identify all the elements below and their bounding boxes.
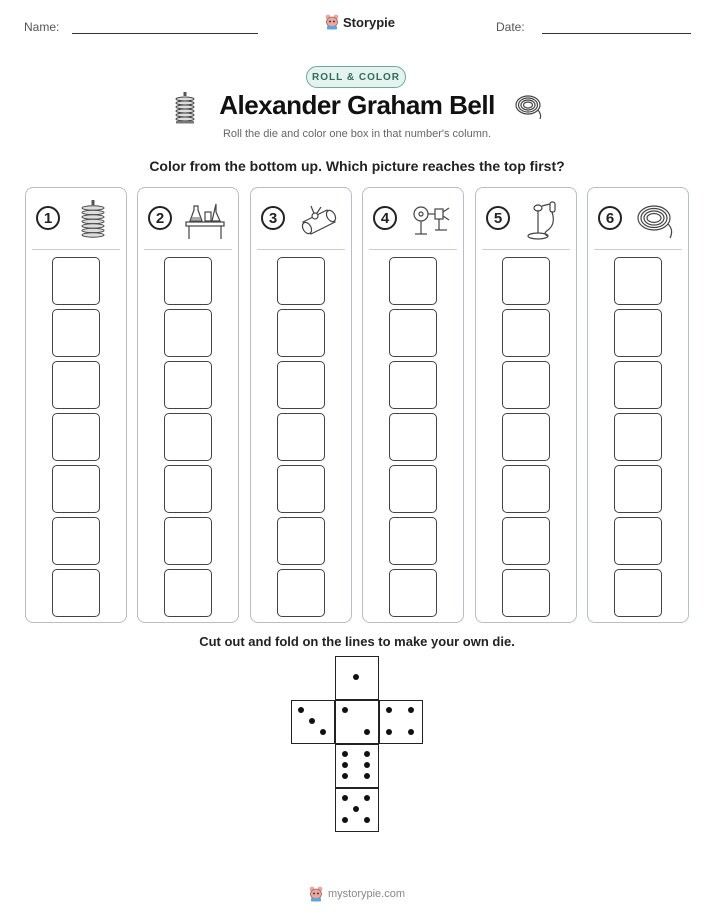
color-box[interactable] (277, 257, 325, 305)
color-box[interactable] (52, 569, 100, 617)
color-box[interactable] (502, 309, 550, 357)
die-face-3 (291, 700, 335, 744)
page-title: Alexander Graham Bell (219, 90, 495, 120)
column-number: 2 (148, 206, 172, 230)
color-box[interactable] (614, 517, 662, 565)
photophone-icon (409, 200, 451, 240)
battery-stack-icon (72, 200, 114, 240)
column-number: 6 (598, 206, 622, 230)
column-2 (137, 187, 239, 623)
scroll-diploma-icon (297, 200, 339, 240)
color-box[interactable] (164, 257, 212, 305)
column-number: 1 (36, 206, 60, 230)
color-box[interactable] (277, 517, 325, 565)
color-box[interactable] (277, 361, 325, 409)
color-box[interactable] (52, 465, 100, 513)
column-number: 4 (373, 206, 397, 230)
die-instruction: Cut out and fold on the lines to make your own die. (199, 634, 515, 649)
color-box[interactable] (614, 413, 662, 461)
column-6 (587, 187, 689, 623)
color-box[interactable] (389, 361, 437, 409)
storypie-mascot-icon (309, 886, 323, 902)
wire-coil-icon (514, 93, 544, 121)
brand-logo (325, 14, 395, 30)
color-box[interactable] (502, 361, 550, 409)
lab-table-icon (184, 200, 226, 240)
name-line[interactable] (72, 33, 258, 34)
color-box[interactable] (614, 465, 662, 513)
color-box[interactable] (389, 309, 437, 357)
color-box[interactable] (164, 517, 212, 565)
color-box[interactable] (614, 309, 662, 357)
color-box[interactable] (164, 413, 212, 461)
page-subtitle: Roll the die and color one box in that number's column. (222, 128, 492, 140)
color-box[interactable] (502, 517, 550, 565)
color-box[interactable] (164, 569, 212, 617)
color-box[interactable] (502, 569, 550, 617)
color-box[interactable] (52, 361, 100, 409)
color-box[interactable] (502, 257, 550, 305)
candlestick-telephone-icon (522, 200, 564, 240)
die-face-6 (335, 744, 379, 788)
color-instruction: Color from the bottom up. Which picture reaches the top first? (149, 158, 565, 174)
color-box[interactable] (389, 413, 437, 461)
color-box[interactable] (52, 309, 100, 357)
color-box[interactable] (164, 361, 212, 409)
column-1 (25, 187, 127, 623)
color-box[interactable] (389, 257, 437, 305)
color-box[interactable] (52, 517, 100, 565)
color-box[interactable] (389, 569, 437, 617)
color-box[interactable] (502, 465, 550, 513)
color-box[interactable] (277, 413, 325, 461)
color-box[interactable] (164, 309, 212, 357)
column-number: 3 (261, 206, 285, 230)
wire-coil-icon (634, 200, 676, 240)
color-box[interactable] (277, 465, 325, 513)
footer (309, 886, 405, 902)
color-box[interactable] (614, 361, 662, 409)
column-4 (362, 187, 464, 623)
storypie-mascot-icon (325, 14, 339, 30)
color-box[interactable] (164, 465, 212, 513)
footer-url[interactable]: mystorypie.com (328, 888, 406, 900)
die-face-4 (379, 700, 423, 744)
color-box[interactable] (389, 465, 437, 513)
die-face-5 (335, 788, 379, 832)
color-box[interactable] (614, 257, 662, 305)
date-line[interactable] (542, 33, 691, 34)
color-box[interactable] (277, 309, 325, 357)
name-label: Name: (24, 20, 60, 34)
date-label: Date: (496, 20, 525, 34)
die-face-1 (335, 656, 379, 700)
brand-name: Storypie (343, 14, 396, 30)
column-number: 5 (486, 206, 510, 230)
color-box[interactable] (389, 517, 437, 565)
color-box[interactable] (502, 413, 550, 461)
color-box[interactable] (52, 257, 100, 305)
color-box[interactable] (52, 413, 100, 461)
color-box[interactable] (614, 569, 662, 617)
die-face-2 (335, 700, 379, 744)
color-box[interactable] (277, 569, 325, 617)
column-3 (250, 187, 352, 623)
column-5 (475, 187, 577, 623)
activity-badge: ROLL & COLOR (306, 66, 406, 88)
